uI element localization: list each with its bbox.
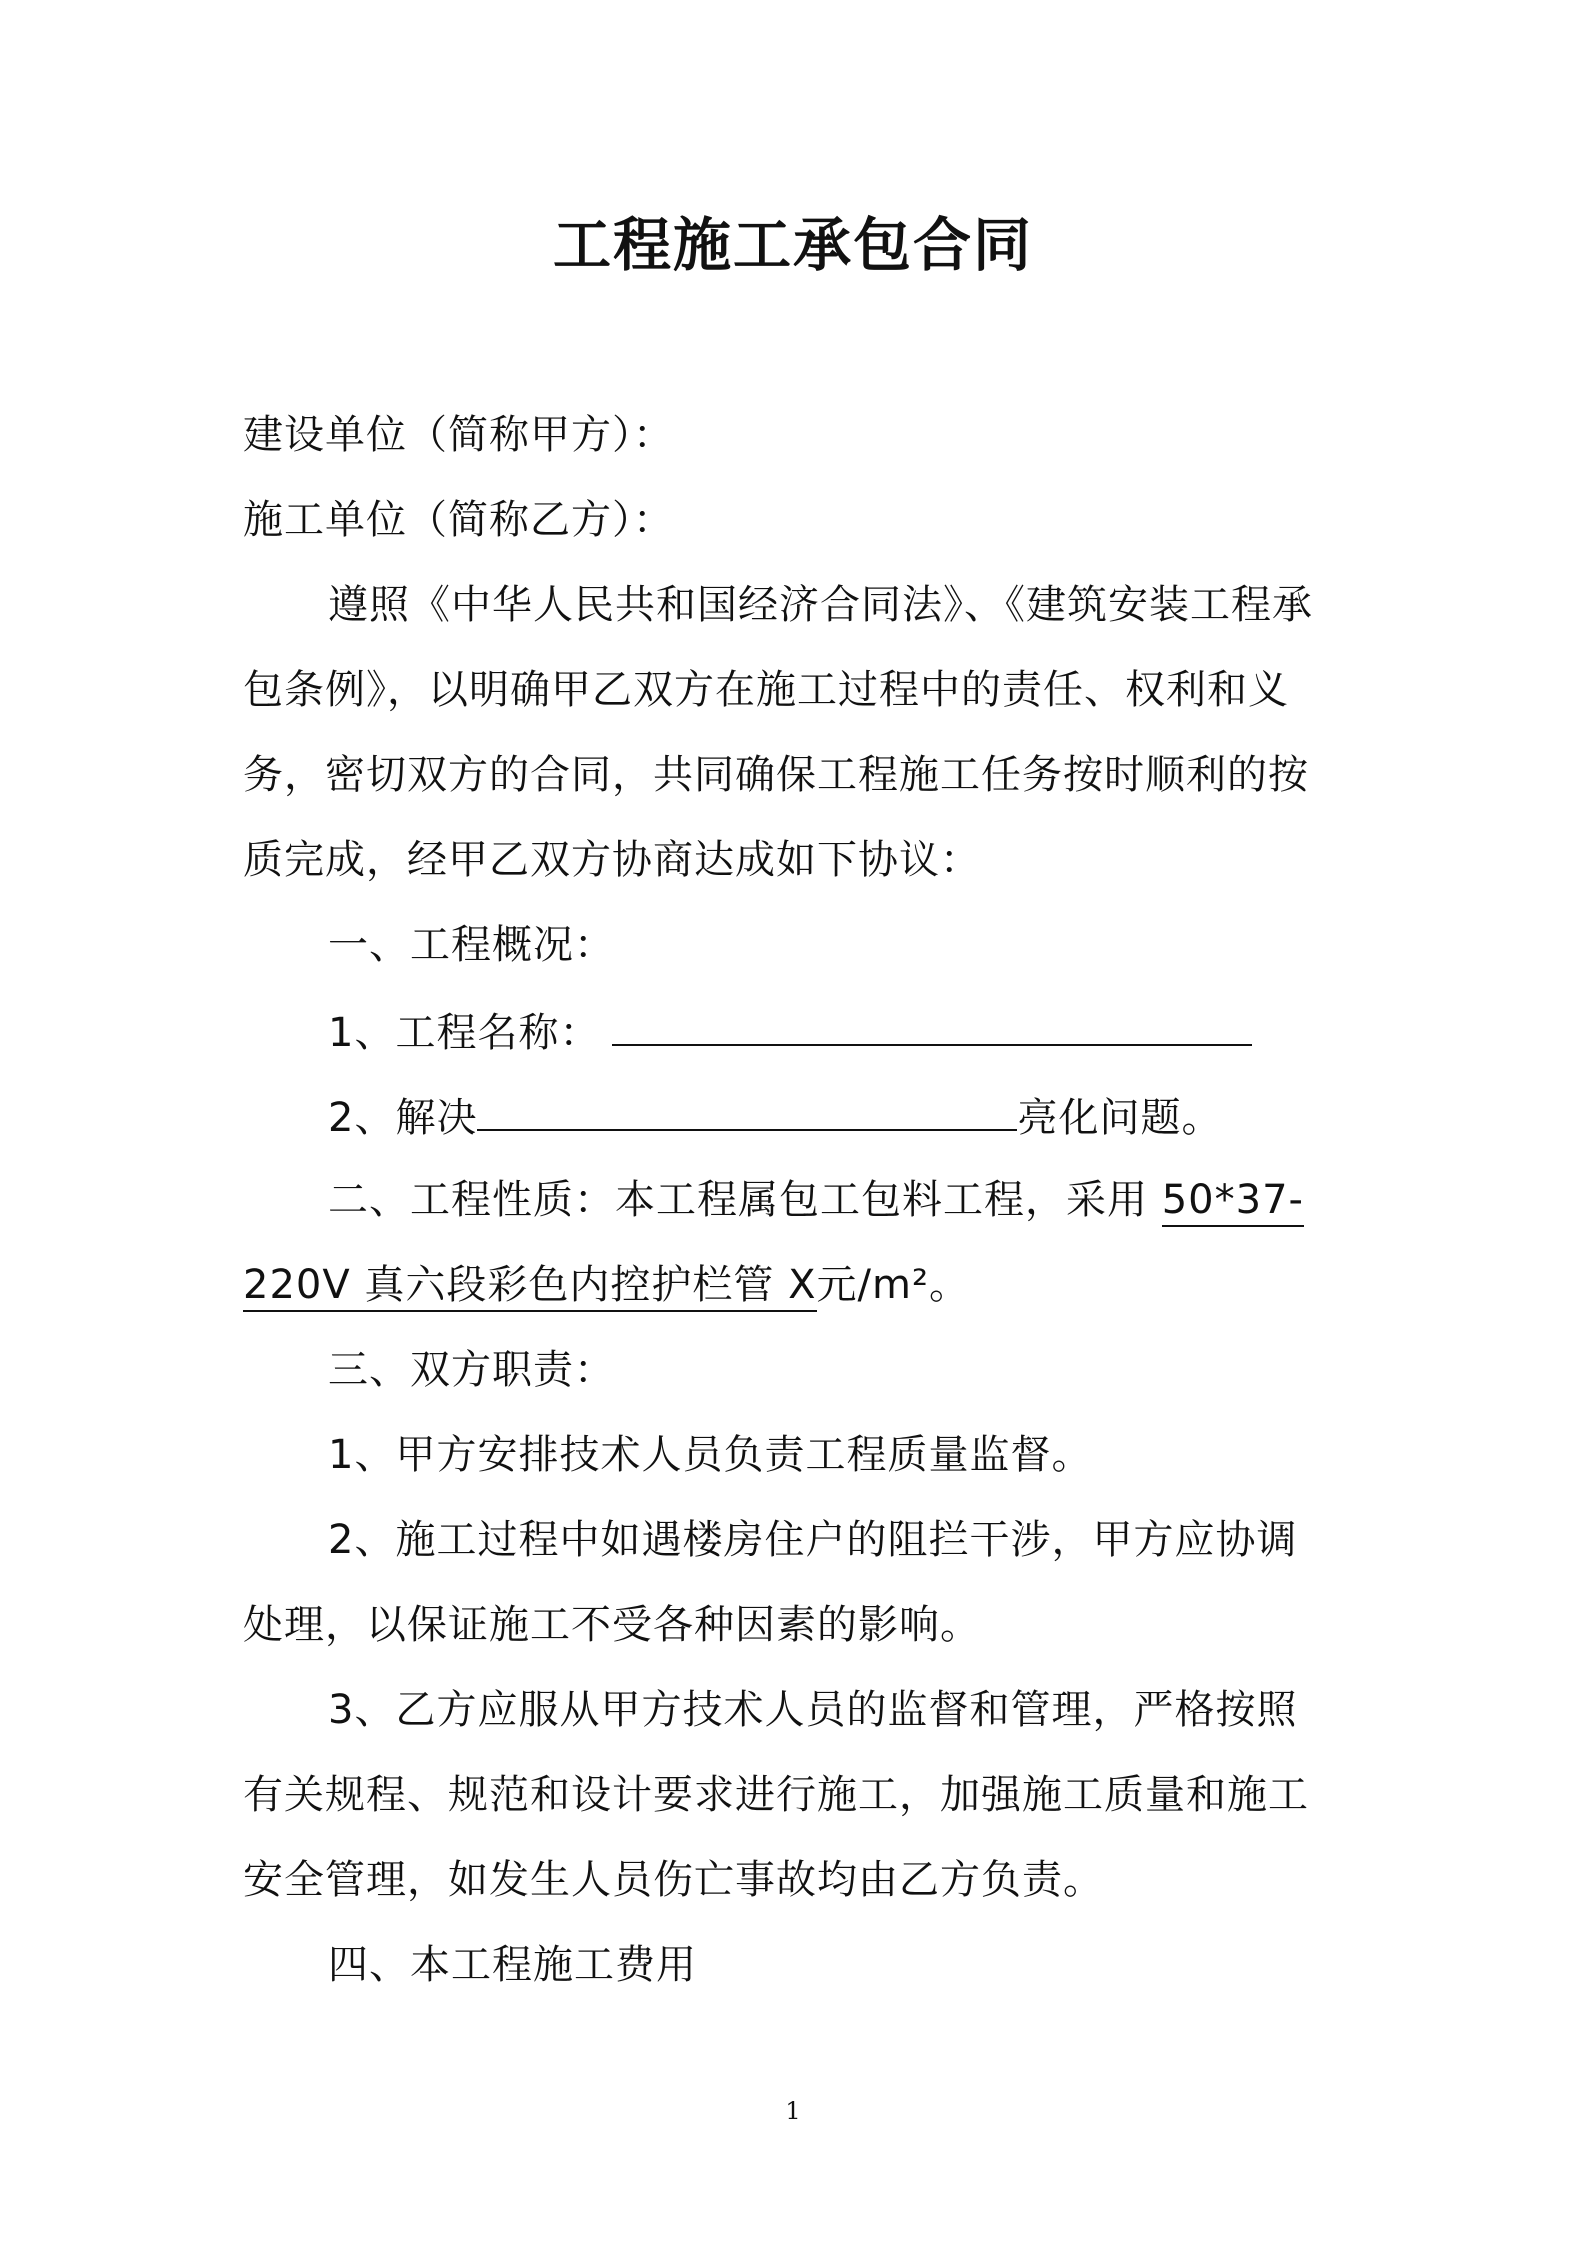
section-2-line-1 (328, 1170, 1304, 1230)
lighting-issue-blank[interactable] (477, 1085, 1017, 1131)
section-2-underlined-2: 220V 真六段彩色内控护栏管 X (243, 1262, 817, 1312)
project-name-row (328, 1000, 1252, 1063)
lighting-issue-prefix: 2、解决 (328, 1095, 478, 1141)
section-4-heading: 四、本工程施工费用 (328, 1942, 697, 1988)
party-a-line: 建设单位（简称甲方）： (243, 412, 674, 458)
intro-line-1: 遵照《中华人民共和国经济合同法》、《建筑安装工程承 (328, 582, 1313, 628)
section-3-item-2-line-2: 处理，以保证施工不受各种因素的影响。 (243, 1602, 981, 1648)
section-1-heading: 一、工程概况： (328, 922, 615, 968)
section-2-suffix: 元/m²。 (816, 1262, 971, 1308)
intro-line-4: 质完成，经甲乙双方协商达成如下协议： (243, 837, 981, 883)
section-3-item-3-line-3: 安全管理，如发生人员伤亡事故均由乙方负责。 (243, 1857, 1104, 1903)
project-name-label: 1、工程名称： (328, 1010, 601, 1056)
section-3-item-3-line-1: 3、乙方应服从甲方技术人员的监督和管理，严格按照 (328, 1687, 1298, 1733)
section-3-heading: 三、双方职责： (328, 1347, 615, 1393)
section-3-item-1: 1、甲方安排技术人员负责工程质量监督。 (328, 1432, 1093, 1478)
section-3-item-2-line-1: 2、施工过程中如遇楼房住户的阻拦干涉，甲方应协调 (328, 1517, 1298, 1563)
party-b-line: 施工单位（简称乙方）： (243, 497, 674, 543)
lighting-issue-suffix: 亮化问题。 (1017, 1095, 1223, 1141)
section-2-line-2 (243, 1255, 970, 1315)
section-3-item-3-line-2: 有关规程、规范和设计要求进行施工，加强施工质量和施工 (243, 1772, 1309, 1818)
section-2-underlined-1: 50*37- (1162, 1177, 1304, 1227)
lighting-issue-row (328, 1085, 1222, 1148)
document-title: 工程施工承包合同 (552, 211, 1033, 279)
intro-line-3: 务，密切双方的合同，共同确保工程施工任务按时顺利的按 (243, 752, 1309, 798)
page-number: 1 (785, 2097, 801, 2125)
section-2-prefix: 二、工程性质：本工程属包工包料工程，采用 (328, 1177, 1162, 1223)
project-name-blank[interactable] (612, 1000, 1252, 1046)
intro-line-2: 包条例》，以明确甲乙双方在施工过程中的责任、权利和义 (243, 667, 1289, 713)
